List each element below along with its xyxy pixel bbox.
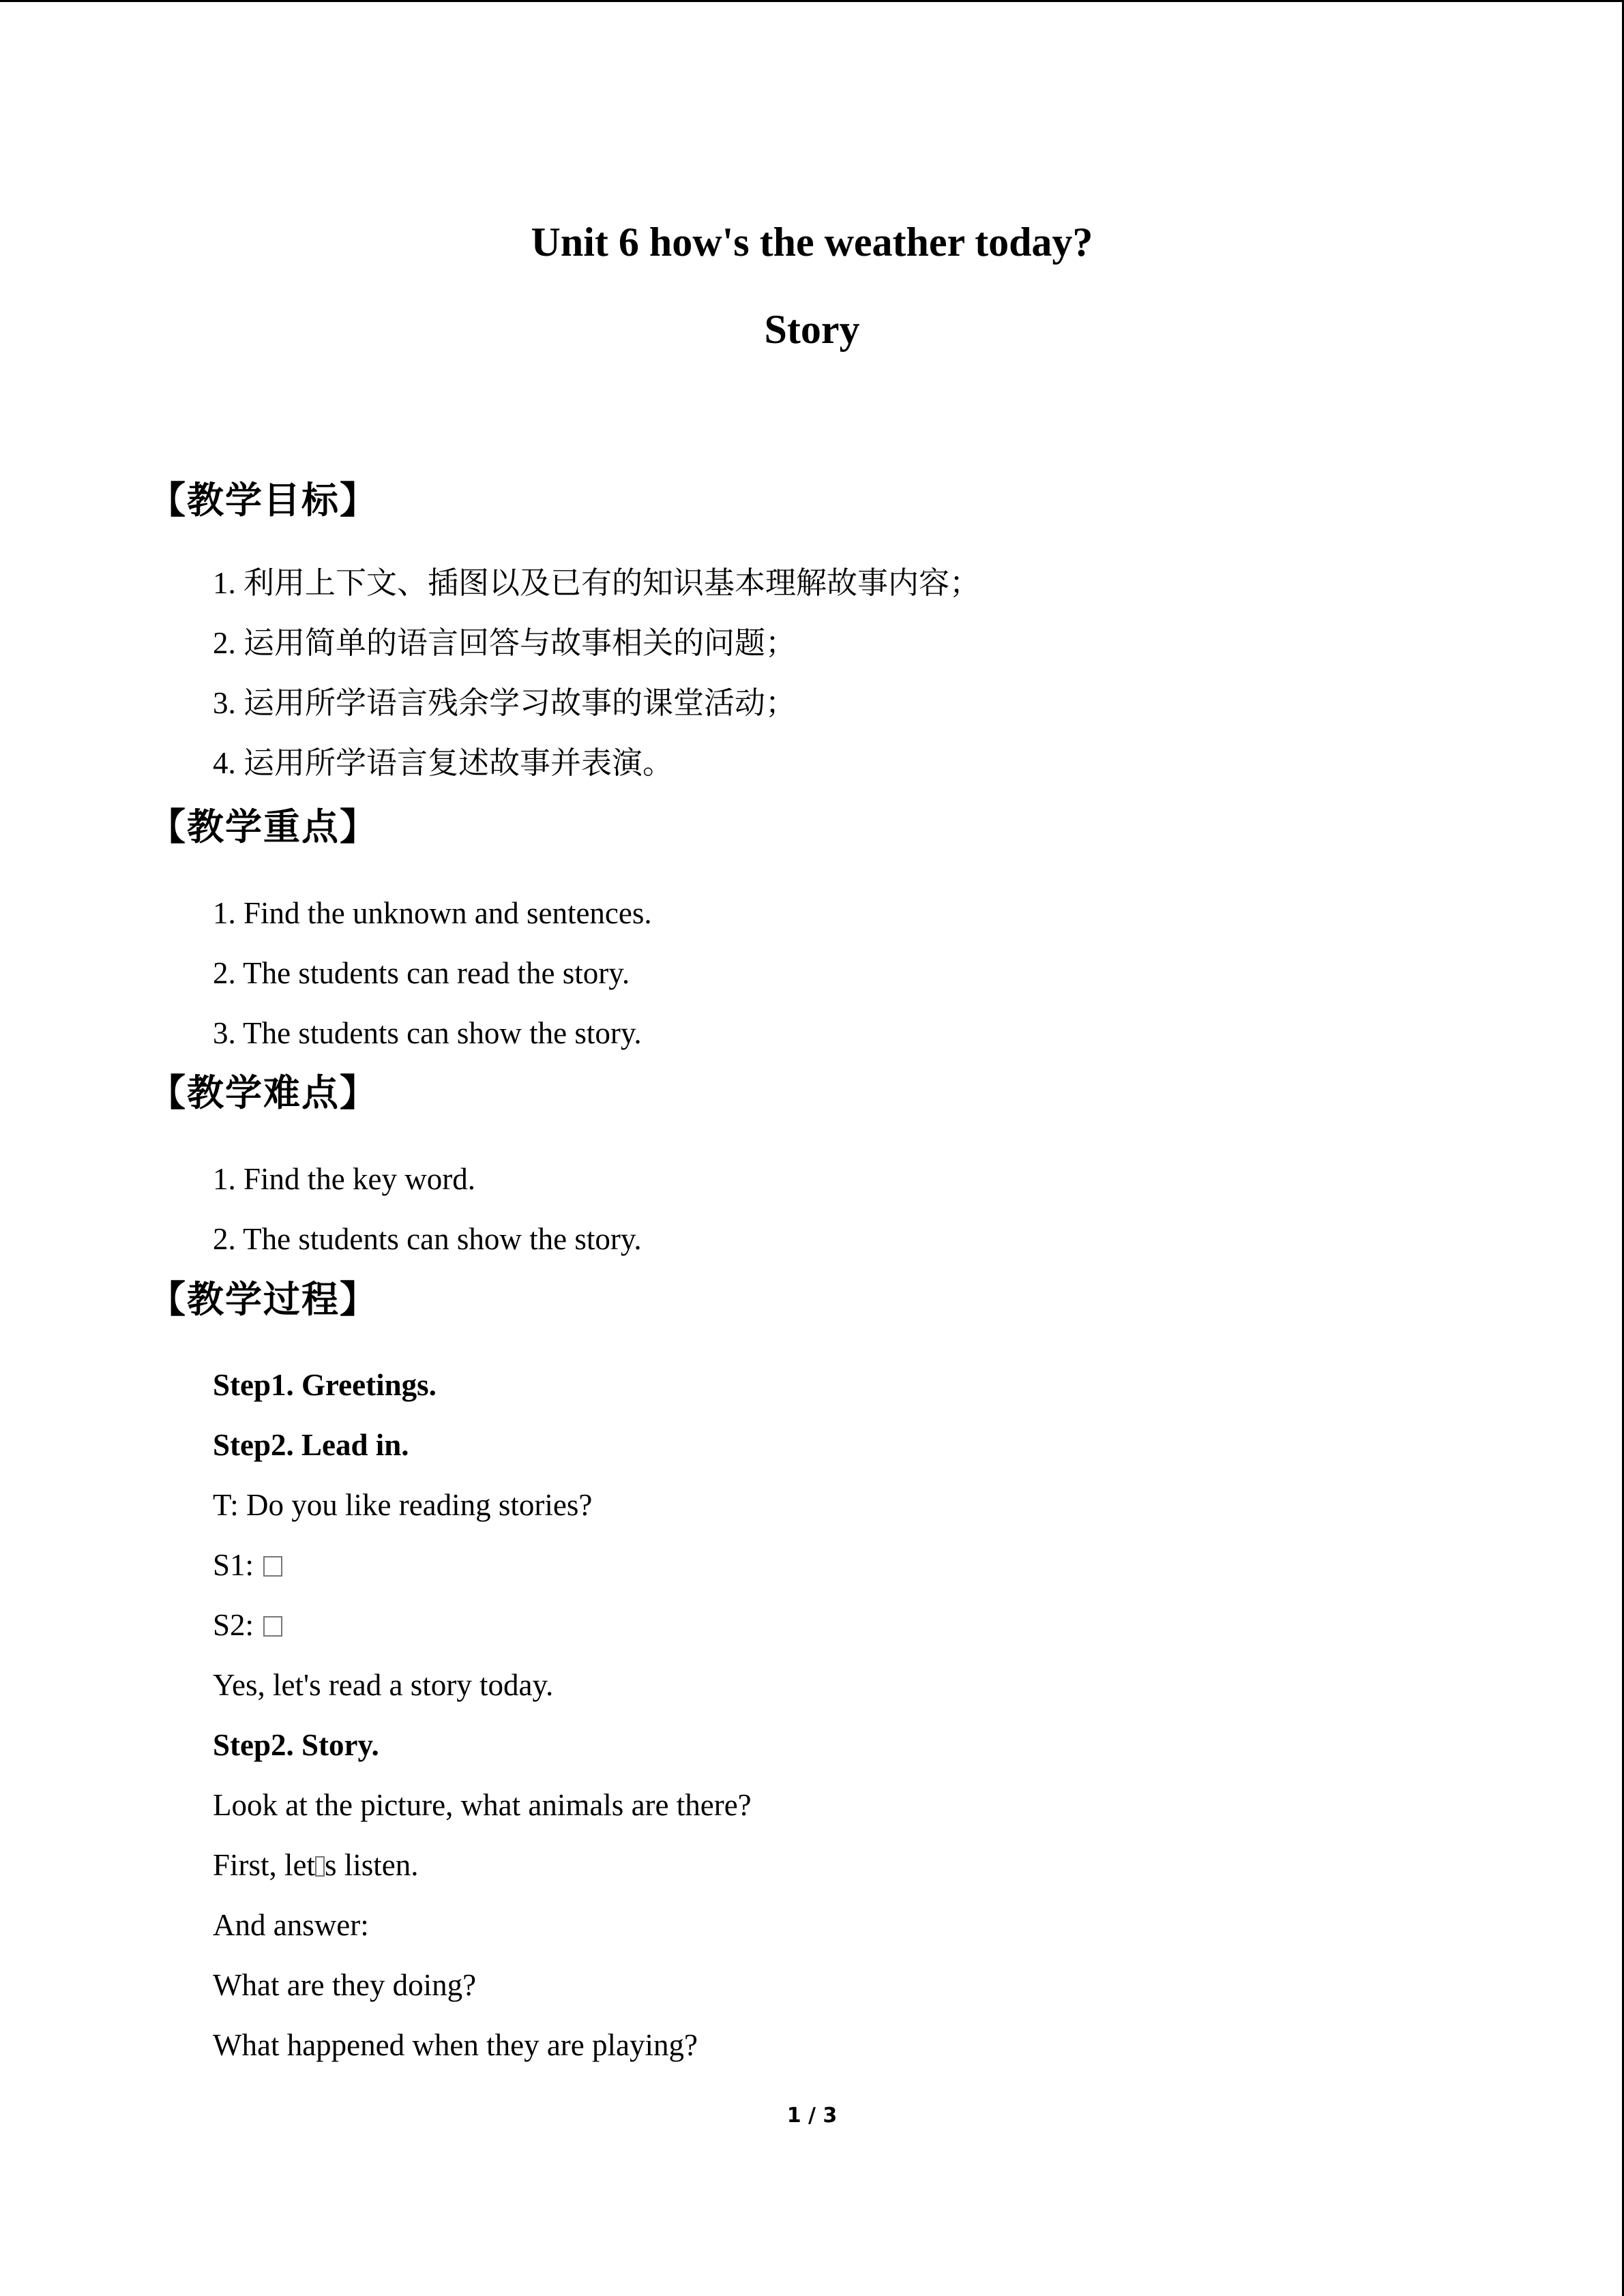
listen-line — [213, 1850, 419, 1881]
student-2-line — [213, 1610, 282, 1641]
section-heading-difficulties: 【教学难点】 — [149, 1071, 378, 1114]
missing-glyph-box — [315, 1856, 325, 1877]
listen-line-start: First, let — [213, 1848, 316, 1882]
teacher-question: T: Do you like reading stories? — [213, 1488, 593, 1522]
section-heading-objectives: 【教学目标】 — [149, 479, 378, 522]
step-story: Step2. Story. — [213, 1728, 379, 1762]
page-indicator: 1 / 3 — [786, 2104, 838, 2128]
section-heading-key-points: 【教学重点】 — [149, 805, 378, 848]
answer-line: And answer: — [213, 1908, 369, 1942]
step-greetings: Step1. Greetings. — [213, 1368, 437, 1402]
objective-item: 2. 运用简单的语言回答与故事相关的问题； — [213, 626, 797, 660]
difficulty-item: 1. Find the key word. — [213, 1162, 475, 1196]
key-point-item: 2. The students can read the story. — [213, 956, 630, 990]
picture-question: Look at the picture, what animals are there? — [213, 1788, 752, 1822]
step-lead-in: Step2. Lead in. — [213, 1428, 409, 1462]
key-point-item: 1. Find the unknown and sentences. — [213, 896, 652, 930]
student-1-label: S1: — [213, 1548, 254, 1582]
section-heading-process: 【教学过程】 — [149, 1278, 378, 1321]
student-2-label: S2: — [213, 1608, 254, 1642]
key-point-item: 3. The students can show the story. — [213, 1016, 642, 1050]
missing-glyph-box — [263, 1556, 282, 1577]
difficulty-item: 2. The students can show the story. — [213, 1222, 642, 1256]
student-1-line — [213, 1550, 282, 1581]
objective-item: 1. 利用上下文、插图以及已有的知识基本理解故事内容； — [213, 566, 981, 600]
doing-question: What are they doing? — [213, 1968, 477, 2002]
objective-item: 3. 运用所学语言残余学习故事的课堂活动； — [213, 686, 797, 720]
read-story-line: Yes, let's read a story today. — [213, 1668, 554, 1702]
missing-glyph-box — [263, 1616, 282, 1637]
document-subtitle: Story — [764, 307, 860, 352]
listen-line-end: s listen. — [325, 1848, 419, 1882]
happened-question: What happened when they are playing? — [213, 2028, 698, 2062]
objective-item: 4. 运用所学语言复述故事并表演。 — [213, 746, 674, 780]
document-title: Unit 6 how's the weather today? — [531, 220, 1093, 265]
